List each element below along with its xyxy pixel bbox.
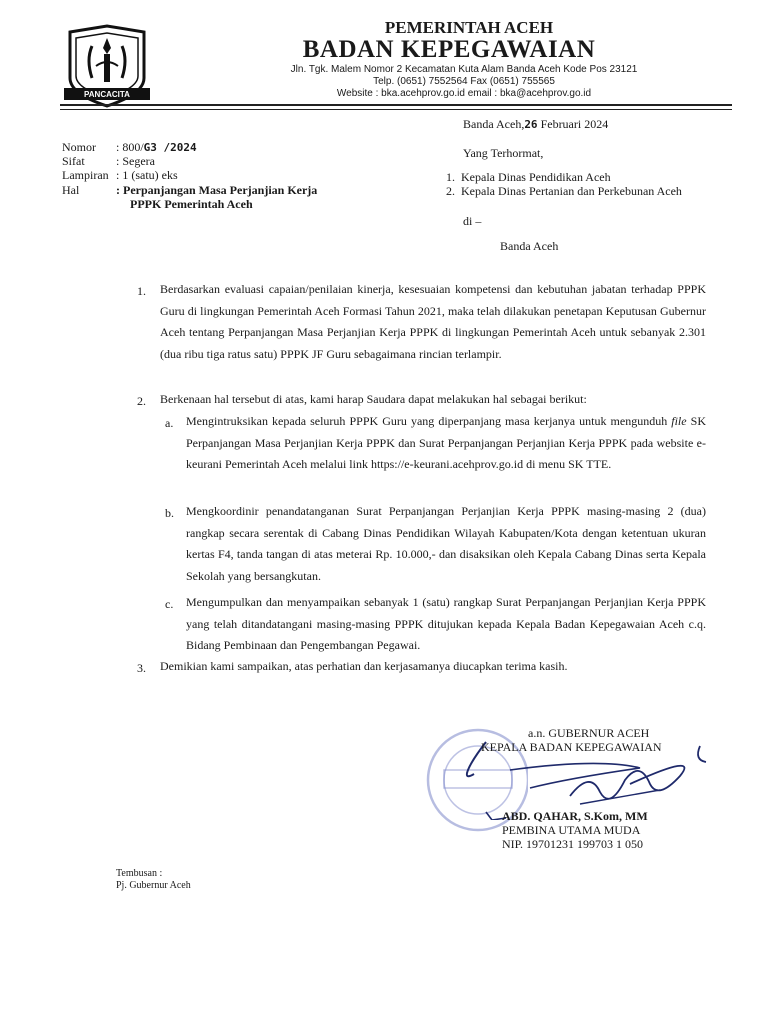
hal-value-line2: PPPK Pemerintah Aceh bbox=[130, 197, 253, 211]
lampiran-label: Lampiran bbox=[62, 168, 109, 182]
logo-caption: PANCACITA bbox=[84, 90, 130, 99]
point-2-number: 2. bbox=[137, 394, 146, 408]
di-marker: di – bbox=[463, 214, 482, 228]
lampiran-value: : 1 (satu) eks bbox=[116, 168, 178, 182]
point-c-text: Mengumpulkan dan menyampaikan sebanyak 1 (satu) rangkap Surat Perpanjangan Perjanjian Kerja PPPK yang telah ditandatangani masing-masing PPPK ditujukan kepada Kepala Badan Kepegawaian Aceh c.q. Bidang Pembinaan dan Pengembangan Pegawai. bbox=[186, 595, 706, 653]
recipient-num: 1. bbox=[446, 170, 455, 184]
signer-rank: PEMBINA UTAMA MUDA bbox=[502, 823, 641, 837]
point-3-text: Demikian kami sampaikan, atas perhatian dan kerjasamanya diucapkan terima kasih. bbox=[160, 659, 568, 673]
agency-phone: Telp. (0651) 7552564 Fax (0651) 755565 bbox=[373, 76, 555, 87]
signer-nip: NIP. 19701231 199703 1 050 bbox=[502, 837, 644, 851]
point-a-file-word: file bbox=[671, 414, 687, 428]
date-day-handwritten: 26 bbox=[524, 118, 538, 131]
signature-on-behalf: a.n. GUBERNUR ACEH bbox=[528, 726, 650, 740]
point-1-number: 1. bbox=[137, 284, 146, 298]
recipient-1 bbox=[446, 170, 611, 185]
date-suffix: Februari 2024 bbox=[537, 117, 609, 131]
nomor-value bbox=[116, 140, 197, 155]
point-a-number: a. bbox=[165, 416, 174, 430]
signer-name: ABD. QAHAR, S.Kom, MM bbox=[502, 809, 648, 823]
hal-label: Hal bbox=[62, 183, 80, 197]
tembusan-item: Pj. Gubernur Aceh bbox=[116, 880, 191, 891]
nomor-label: Nomor bbox=[62, 140, 96, 154]
recipient-city: Banda Aceh bbox=[500, 239, 559, 253]
letterhead-rule-thick bbox=[60, 104, 732, 106]
recipient-2 bbox=[446, 184, 682, 199]
letter-date bbox=[463, 117, 608, 132]
recipient-text: Kepala Dinas Pertanian dan Perkebunan Aceh bbox=[461, 184, 682, 198]
point-a-text bbox=[186, 411, 706, 476]
point-a-part2: SK Perpanjangan Masa Perjanjian Kerja PPPK dan Surat Perpanjangan Perjanjian Kerja PPPK pada website e-keurani Pemerintah Aceh melalui link https://e-keurani.acehprov.go.id di menu SK TTE. bbox=[186, 414, 706, 472]
point-b-text: Mengkoordinir penandatanganan Surat Perpanjangan Perjanjian Kerja PPPK masing-masing 2 (dua) rangkap secara serentak di Cabang Dinas Pendidikan Wilayah Kabupaten/Kota dengan ketentuan ukuran kertas F4, tanda tangan di atas meterai Rp. 10.000,- dan disaksikan oleh Kepala Cabang Dinas serta Kepala Sekolah yang bersangkutan. bbox=[186, 504, 706, 584]
nomor-handwritten: G3 /2024 bbox=[143, 141, 197, 154]
date-prefix: Banda Aceh, bbox=[463, 117, 525, 131]
point-b-number: b. bbox=[165, 506, 174, 520]
nomor-printed: : 800/ bbox=[116, 140, 144, 154]
point-2-text: Berkenaan hal tersebut di atas, kami harap Saudara dapat melakukan hal sebagai berikut: bbox=[160, 392, 587, 406]
salutation: Yang Terhormat, bbox=[463, 146, 544, 160]
agency-address: Jln. Tgk. Malem Nomor 2 Kecamatan Kuta Alam Banda Aceh Kode Pos 23121 bbox=[290, 64, 638, 75]
letterhead-rule-thin bbox=[60, 109, 732, 110]
sifat-label: Sifat bbox=[62, 154, 85, 168]
point-3-number: 3. bbox=[137, 661, 146, 675]
agency-website: Website : bka.acehprov.go.id email : bka@acehprov.go.id bbox=[336, 88, 592, 99]
point-a-part1: Mengintruksikan kepada seluruh PPPK Guru yang diperpanjang masa kerjanya untuk mengunduh bbox=[186, 414, 672, 428]
government-name: PEMERINTAH ACEH bbox=[384, 18, 554, 37]
point-c-number: c. bbox=[165, 597, 174, 611]
hal-value-line1: : Perpanjangan Masa Perjanjian Kerja bbox=[116, 183, 318, 197]
tembusan-label: Tembusan : bbox=[116, 868, 163, 879]
sifat-value: : Segera bbox=[116, 154, 155, 168]
signature-title: KEPALA BADAN KEPEGAWAIAN bbox=[481, 740, 662, 754]
agency-name: BADAN KEPEGAWAIAN bbox=[302, 36, 596, 63]
point-1-text: Berdasarkan evaluasi capaian/penilaian kinerja, kesesuaian kompetensi dan kebutuhan jabatan terhadap PPPK Guru di lingkungan Pemerintah Aceh Formasi Tahun 2021, maka telah dilakukan penetapan Keputusan Gubernur Aceh tentang Perpanjangan Masa Perjanjian Kerja PPPK di lingkungan Pemerintah Aceh untuk sebanyak 2.301 (dua ribu tiga ratus satu) PPPK JF Guru sebagaimana rincian terlampir. bbox=[160, 282, 706, 362]
recipient-num: 2. bbox=[446, 184, 455, 198]
recipient-text: Kepala Dinas Pendidikan Aceh bbox=[461, 170, 611, 184]
